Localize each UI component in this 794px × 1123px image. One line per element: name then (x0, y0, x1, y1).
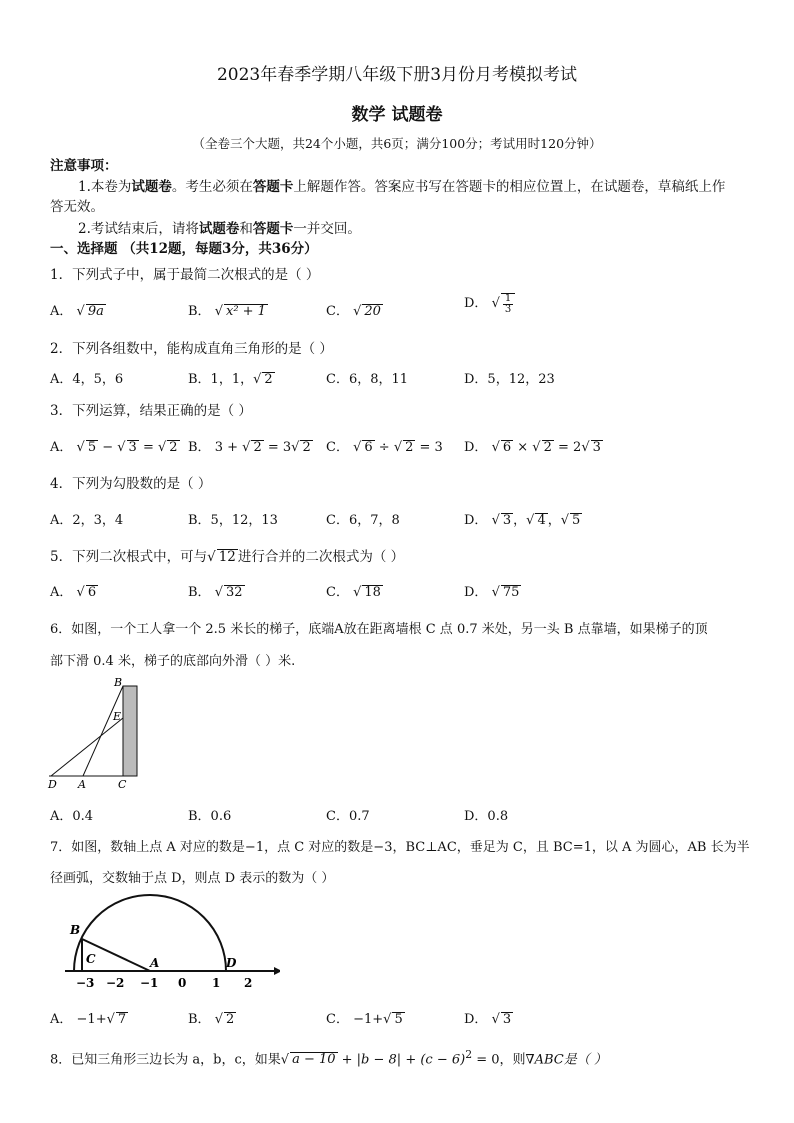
triangle-symbol: ∇ (525, 1052, 535, 1068)
expr: = 0 (472, 1052, 500, 1068)
question-5-stem: 5．下列二次根式中，可与√ 12 进行合并的二次根式为（ ） (50, 549, 405, 565)
q7-option-d: D． √ 3 (464, 1012, 512, 1027)
option-label: B． (188, 585, 211, 600)
q5-option-b: B． √ 32 (188, 585, 243, 600)
denominator: 3 (504, 303, 512, 315)
label-a: A (78, 778, 86, 791)
tick-2: 2 (244, 976, 253, 990)
notice-text: 一并交回。 (293, 221, 361, 237)
fraction (501, 293, 515, 315)
exam-title: 2023年春季学期八年级下册3月份月考模拟考试 (216, 65, 578, 85)
radicand: 32 (225, 585, 243, 600)
option-label: B． (188, 1012, 211, 1027)
notice-item-1-cont: 答无效。 (50, 199, 104, 215)
expr: 3 + (214, 440, 243, 455)
label-e: E (113, 710, 122, 723)
expr: = 3 (263, 440, 292, 455)
q3-option-d: D． √ 6 × √ 2 = 2√ 3 (464, 440, 601, 455)
radicand: 75 (502, 585, 520, 600)
radicand: 2 (169, 440, 178, 455)
notice-text: 上解题作答。答案应书写在答题卡的相应位置上，在试题卷，草稿纸上作 (293, 179, 726, 195)
question-7-line2: 径画弧，交数轴于点 D，则点 D 表示的数为（ ） (50, 871, 335, 886)
radicand: 4 (537, 513, 546, 528)
option-label: D． (464, 296, 488, 311)
radicand: 18 (364, 585, 381, 600)
q4-option-c: C．6，7，8 (326, 513, 400, 528)
stem-text: 8．已知三角形三边长为 a，b，c，如果 (50, 1052, 281, 1068)
radicand: 3 (502, 1012, 512, 1027)
section-heading: 一、选择题 （共12题，每题3分，共36分） (50, 241, 318, 257)
option-label: D． (464, 440, 488, 455)
q7-option-a: A． −1+√ 7 (50, 1012, 127, 1027)
exponent: 2 (465, 1048, 473, 1061)
radicand: 2 (302, 440, 311, 455)
radicand: x² + 1 (225, 304, 266, 319)
expr: = 3 (415, 440, 443, 455)
q2-option-d: D．5，12，23 (464, 372, 555, 387)
radicand: 3 (592, 440, 601, 455)
q1-option-b: B． √ x² + 1 (188, 304, 266, 319)
question-6-line1: 6．如图，一个工人拿一个 2.5 米长的梯子，底端A放在距离墙根 C 点 0.7 米处，另一头 B 点靠墙，如果梯子的顶 (50, 622, 708, 637)
radicand: 6 (364, 440, 373, 455)
radicand: 5 (87, 440, 97, 455)
option-label: C． (326, 440, 349, 455)
question-6-line2: 部下滑 0.4 米，梯子的底部向外滑（ ）米. (50, 654, 296, 669)
radicand: 3 (128, 440, 137, 455)
option-label: D． (464, 1012, 488, 1027)
label-d: D (226, 956, 237, 970)
option-label: C． (326, 304, 349, 319)
radicand: 5 (394, 1012, 403, 1027)
exam-info: （全卷三个大题，共24个小题，共6页；满分100分；考试用时120分钟） (192, 136, 602, 151)
tick-1: 1 (212, 976, 221, 990)
radicand: 3 (502, 513, 512, 528)
radicand: 6 (502, 440, 512, 455)
stem-text: ，则 (499, 1052, 526, 1068)
label-d: D (48, 778, 57, 791)
q7-option-c: C． −1+√ 5 (326, 1012, 403, 1027)
q1-option-c: C． √ 20 (326, 304, 381, 319)
notice-text: 。考生必须在 (171, 179, 253, 195)
notice-heading: 注意事项： (50, 158, 118, 174)
q5-option-a: A． √ 6 (50, 585, 97, 600)
ladder-figure (46, 672, 146, 792)
notice-text: 试题卷 (131, 179, 172, 195)
notice-text: 2.考试结束后，请将 (78, 221, 199, 237)
q7-option-b: B． √ 2 (188, 1012, 235, 1027)
q3-option-b: B． 3 + √ 2 = 3√ 2 (188, 440, 311, 455)
label-b: B (114, 676, 123, 689)
ladder-before (83, 686, 123, 776)
radicand: 9a (87, 304, 104, 319)
question-2-stem: 2．下列各组数中，能构成直角三角形的是（ ） (50, 341, 333, 357)
radicand: 2 (264, 372, 273, 387)
q2-option-b: B．1，1，√ 2 (188, 372, 273, 387)
radicand: 6 (87, 585, 97, 600)
option-label: A． (50, 585, 73, 600)
expr: + |b − 8| + (c − 6) (337, 1052, 466, 1068)
notice-text: 答题卡 (252, 179, 294, 195)
q6-option-b: B．0.6 (188, 809, 232, 824)
axis-arrow (274, 967, 280, 975)
option-label: C． (326, 1012, 349, 1027)
notice-text: 试题卷 (198, 221, 240, 237)
stem-text: ABC是（ ） (534, 1052, 607, 1068)
option-label: C． (326, 585, 349, 600)
q3-option-c: C． √ 6 ÷ √ 2 = 3 (326, 440, 443, 455)
option-label: A． (50, 304, 73, 319)
expr: −1+ (353, 1012, 384, 1027)
radicand: 2 (225, 1012, 235, 1027)
q6-option-c: C．0.7 (326, 809, 370, 824)
q1-option-d: D． √ $\frac{1}{3}$ (464, 292, 515, 315)
q3-option-a: A． √ 5 − √ 3 = √ 2 (50, 440, 178, 455)
tick-minus3: −3 (76, 976, 95, 990)
q2-option-a: A．4，5，6 (50, 372, 124, 387)
option-label: A． (50, 1012, 73, 1027)
stem-text: 进行合并的二次根式为（ ） (237, 549, 405, 565)
label-a: A (150, 956, 160, 970)
notice-text: 和 (239, 221, 253, 237)
expr: = 2 (553, 440, 582, 455)
question-8-stem: 8．已知三角形三边长为 a，b，c，如果√ $a - 10 + |b - 8| + (c - 6)^2 = 0$，则∇ABC是（ ） (50, 1048, 607, 1068)
tick-minus1: −1 (140, 976, 159, 990)
label-c: C (118, 778, 127, 791)
wall (123, 686, 137, 776)
q5-option-c: C． √ 18 (326, 585, 381, 600)
question-3-stem: 3．下列运算，结果正确的是（ ） (50, 403, 252, 419)
radicand: 7 (117, 1012, 127, 1027)
q2-option-c: C．6，8，11 (326, 372, 409, 387)
question-4-stem: 4．下列为勾股数的是（ ） (50, 476, 212, 492)
radicand: 20 (364, 304, 381, 319)
q5-option-d: D． √ 75 (464, 585, 520, 600)
q4-option-b: B．5，12，13 (188, 513, 278, 528)
radicand: 12 (218, 549, 236, 565)
q4-option-d: D． √ 3 ，√ 4 ，√ 5 (464, 513, 581, 528)
q6-option-d: D．0.8 (464, 809, 509, 824)
radicand: 2 (543, 440, 552, 455)
notice-text: 1.本卷为 (78, 179, 132, 195)
stem-text: 5．下列二次根式中，可与 (50, 549, 208, 565)
number-line-figure (60, 893, 280, 993)
q4-option-a: A．2，3，4 (50, 513, 124, 528)
radicand: 2 (405, 440, 414, 455)
q1-option-a: A． √ 9a (50, 304, 104, 319)
option-label: D． (464, 513, 488, 528)
notice-text: 答题卡 (252, 221, 294, 237)
radicand: a − 10 (292, 1052, 336, 1068)
tick-0: 0 (178, 976, 187, 990)
radicand: 5 (572, 513, 581, 528)
option-label: D． (464, 585, 488, 600)
numerator: 1 (504, 292, 512, 304)
option-label: A． (50, 440, 73, 455)
exam-subtitle: 数学 试题卷 (351, 105, 443, 125)
notice-item-2 (78, 217, 361, 237)
label-c: C (86, 952, 96, 966)
option-label: B． (188, 440, 211, 455)
expr: −1+ (76, 1012, 107, 1027)
question-1-stem: 1．下列式子中，属于最简二次根式的是（ ） (50, 267, 320, 283)
notice-item-1 (78, 175, 725, 195)
q6-option-a: A．0.4 (50, 809, 94, 824)
question-7-line1: 7．如图，数轴上点 A 对应的数是−1，点 C 对应的数是−3，BC⊥AC，垂足为 C，且 BC=1，以 A 为圆心，AB 长为半 (50, 840, 750, 855)
label-b: B (70, 923, 81, 937)
radicand: 2 (253, 440, 262, 455)
option-label: B． (188, 304, 211, 319)
option-label: B．1，1， (188, 372, 254, 387)
tick-minus2: −2 (106, 976, 125, 990)
